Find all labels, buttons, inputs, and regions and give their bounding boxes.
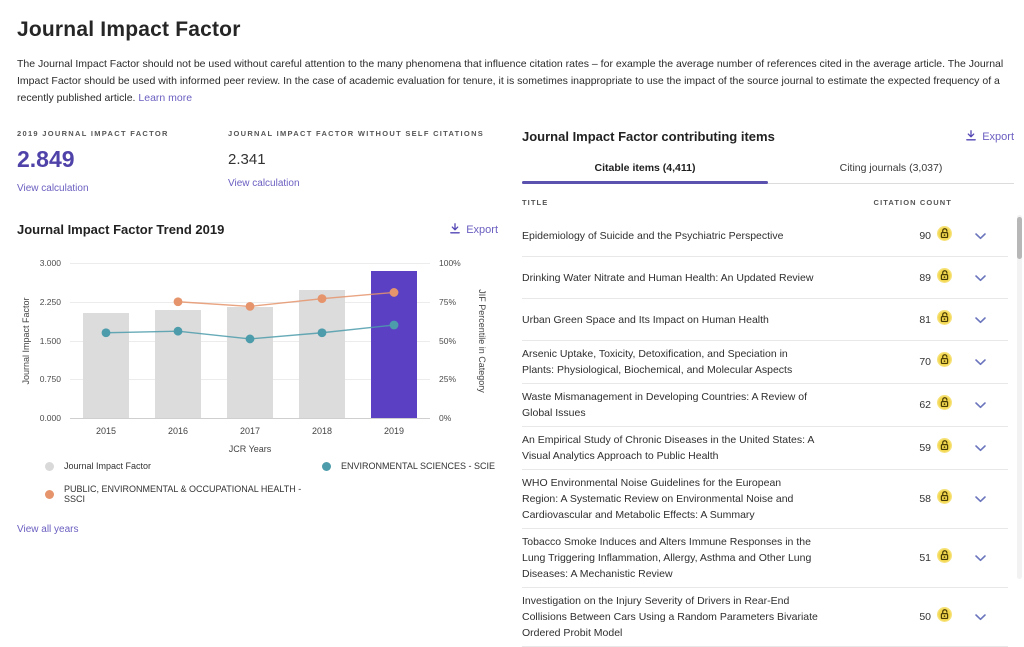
contributing-title: Journal Impact Factor contributing items [522, 129, 775, 144]
citation-count-value: 50 [919, 611, 931, 623]
metric-jif-no-self-label: JOURNAL IMPACT FACTOR WITHOUT SELF CITATIONS [228, 129, 485, 138]
y-axis-tick-right: 0% [439, 413, 452, 423]
chevron-down-icon [975, 396, 986, 414]
table-row[interactable] [522, 529, 1008, 588]
citation-count-cell [832, 607, 952, 627]
page-title: Journal Impact Factor [17, 18, 241, 41]
citation-count-cell [832, 226, 952, 246]
table-row[interactable] [522, 299, 1008, 341]
citation-count-cell [832, 395, 952, 415]
column-header-title: TITLE [522, 198, 549, 207]
trend-export-label: Export [466, 223, 498, 236]
contributing-header [522, 129, 1014, 144]
table-row[interactable] [522, 470, 1008, 529]
metrics-row [17, 129, 498, 196]
open-access-icon [937, 438, 952, 458]
item-title: Waste Mismanagement in Developing Countries: A Review of Global Issues [522, 391, 807, 419]
left-y-axis-title: Journal Impact Factor [21, 296, 31, 385]
contributing-tabs [522, 154, 1014, 184]
legend-label: Journal Impact Factor [64, 461, 152, 471]
table-column-headers [522, 198, 1014, 215]
y-axis-tick-left: 0.000 [39, 413, 61, 423]
x-axis-tick: 2018 [311, 426, 333, 436]
trend-section-header [17, 222, 498, 237]
expand-row-button[interactable] [952, 396, 1008, 414]
trend-title: Journal Impact Factor Trend 2019 [17, 222, 225, 237]
item-title: Epidemiology of Suicide and the Psychiatric Perspective [522, 229, 784, 242]
citation-count-value: 70 [919, 356, 931, 368]
y-axis-tick-left: 1.500 [39, 335, 61, 346]
learn-more-link[interactable]: Learn more [138, 92, 193, 104]
legend-item-1 [322, 461, 498, 471]
open-access-icon [937, 395, 952, 415]
citation-count-cell [832, 310, 952, 330]
trend-chart [17, 247, 498, 459]
open-access-icon [937, 489, 952, 509]
tab-citable-items[interactable]: Citable items (4,411) [522, 154, 768, 183]
x-axis-tick: 2016 [167, 426, 189, 436]
y-axis-tick-left: 0.750 [39, 374, 61, 385]
citation-count-cell [832, 438, 952, 458]
right-y-axis-title: JIF Percentile in Category [477, 288, 487, 393]
column-header-citation-count: CITATION COUNT [873, 198, 952, 207]
y-axis-tick-right: 25% [439, 374, 457, 385]
item-title: Tobacco Smoke Induces and Alters Immune Responses in the Lung Triggering Inflammation, Allergy, Asthma and Other Lung Diseases: A Mechanistic Review [522, 536, 812, 580]
citation-count-cell [832, 268, 952, 288]
item-title: WHO Environmental Noise Guidelines for the European Region: A Systematic Review on Environmental Noise and Cardiovascular and Metabolic Effects: A Summary [522, 477, 794, 521]
metric-jif-no-self [228, 129, 498, 196]
citation-count-value: 81 [919, 313, 931, 326]
y-axis-tick-left: 2.250 [39, 296, 61, 307]
legend-item-0 [45, 461, 322, 471]
scrollbar-track[interactable] [1017, 215, 1022, 579]
chart-gridline [70, 418, 430, 419]
open-access-icon [937, 268, 952, 288]
trend-chart-legend [45, 461, 498, 504]
chevron-down-icon [975, 439, 986, 457]
expand-row-button[interactable] [952, 549, 1008, 567]
chevron-down-icon [975, 269, 986, 287]
legend-item-2 [45, 484, 322, 504]
citation-count-cell [832, 548, 952, 568]
item-title: Urban Green Space and Its Impact on Human Health [522, 313, 769, 326]
citation-count-cell [832, 352, 952, 372]
table-row[interactable] [522, 257, 1008, 299]
legend-dot-icon [45, 462, 54, 471]
open-access-icon [937, 226, 952, 246]
item-title: Investigation on the Injury Severity of Drivers in Rear-End Collisions Between Cars Using a Random Parameters Bivariate Ordered Probit Model [522, 595, 818, 639]
citation-count-value: 89 [919, 271, 931, 284]
metric-jif-2019 [17, 129, 228, 196]
content-row [17, 129, 1014, 639]
chevron-down-icon [975, 353, 986, 371]
citation-count-value: 58 [919, 493, 931, 505]
item-title: Arsenic Uptake, Toxicity, Detoxification, and Speciation in Plants: Physiological, Biochemical, and Molecular Aspects [522, 348, 793, 376]
chevron-down-icon [975, 227, 986, 245]
x-axis-tick: 2019 [383, 426, 405, 436]
y-axis-tick-right: 100% [439, 258, 461, 268]
x-axis-tick: 2015 [95, 426, 117, 436]
contributing-export-button[interactable] [966, 130, 1014, 144]
table-row[interactable] [522, 341, 1008, 384]
metric-jif-2019-label: 2019 JOURNAL IMPACT FACTOR [17, 129, 169, 138]
citation-count-cell [832, 489, 952, 509]
chevron-down-icon [975, 490, 986, 508]
expand-row-button[interactable] [952, 227, 1008, 245]
open-access-icon [937, 548, 952, 568]
x-axis-tick: 2017 [239, 426, 261, 436]
jif-description-text: The Journal Impact Factor should not be used without careful attention to the many phenomena that influence citation rates – for example the average number of references cited in the average article. The Journal Impact Factor should be used with informed peer review. In the case of academic evaluation for tenure, it is sometimes inappropriate to use the impact of the source journal to estimate the expected frequency of a recently published article. [17, 58, 1004, 104]
view-calculation-link-1[interactable]: View calculation [17, 183, 89, 194]
citation-count-value: 51 [919, 552, 931, 564]
tab-citing-journals[interactable]: Citing journals (3,037) [839, 162, 943, 174]
download-icon [450, 223, 460, 237]
chevron-down-icon [975, 608, 986, 626]
chevron-down-icon [975, 311, 986, 329]
citation-count-value: 59 [919, 442, 931, 454]
open-access-icon [937, 352, 952, 372]
download-icon [966, 130, 976, 144]
citation-count-value: 62 [919, 399, 931, 411]
open-access-icon [937, 310, 952, 330]
legend-dot-icon [45, 490, 54, 499]
expand-row-button[interactable] [952, 353, 1008, 371]
view-all-years-link[interactable]: View all years [17, 524, 79, 535]
expand-row-button[interactable] [952, 490, 1008, 508]
citable-items-list [522, 215, 1014, 639]
metric-jif-no-self-value: 2.341 [228, 151, 266, 168]
legend-dot-icon [322, 462, 331, 471]
percentile-lines [70, 263, 430, 418]
column-header-spacer [952, 198, 1008, 207]
contributing-items-panel [522, 129, 1014, 639]
legend-label: ENVIRONMENTAL SCIENCES - SCIE [341, 461, 496, 471]
table-row[interactable] [522, 215, 1008, 257]
left-column [17, 129, 498, 579]
legend-label: PUBLIC, ENVIRONMENTAL & OCCUPATIONAL HEALTH - SSCI [64, 484, 302, 504]
chevron-down-icon [975, 549, 986, 567]
trend-export-button[interactable] [450, 223, 498, 237]
jif-description [17, 56, 1010, 107]
citation-count-value: 90 [919, 229, 931, 242]
y-axis-tick-right: 75% [439, 296, 457, 307]
y-axis-tick-left: 3.000 [39, 258, 61, 268]
expand-row-button[interactable] [952, 439, 1008, 457]
view-calculation-link-2[interactable]: View calculation [228, 178, 300, 189]
y-axis-tick-right: 50% [439, 335, 457, 346]
table-row[interactable] [522, 427, 1008, 470]
table-row[interactable] [522, 384, 1008, 427]
metric-jif-2019-value: 2.849 [17, 146, 75, 172]
expand-row-button[interactable] [952, 608, 1008, 626]
table-row[interactable] [522, 588, 1008, 647]
expand-row-button[interactable] [952, 269, 1008, 287]
scrollbar-thumb[interactable] [1017, 217, 1022, 259]
x-axis-title: JCR Years [228, 444, 272, 454]
expand-row-button[interactable] [952, 311, 1008, 329]
contributing-export-label: Export [982, 130, 1014, 143]
item-title: Drinking Water Nitrate and Human Health: An Updated Review [522, 271, 814, 284]
item-title: An Empirical Study of Chronic Diseases in the United States: A Visual Analytics Approach to Public Health [522, 434, 814, 462]
open-access-icon [937, 607, 952, 627]
